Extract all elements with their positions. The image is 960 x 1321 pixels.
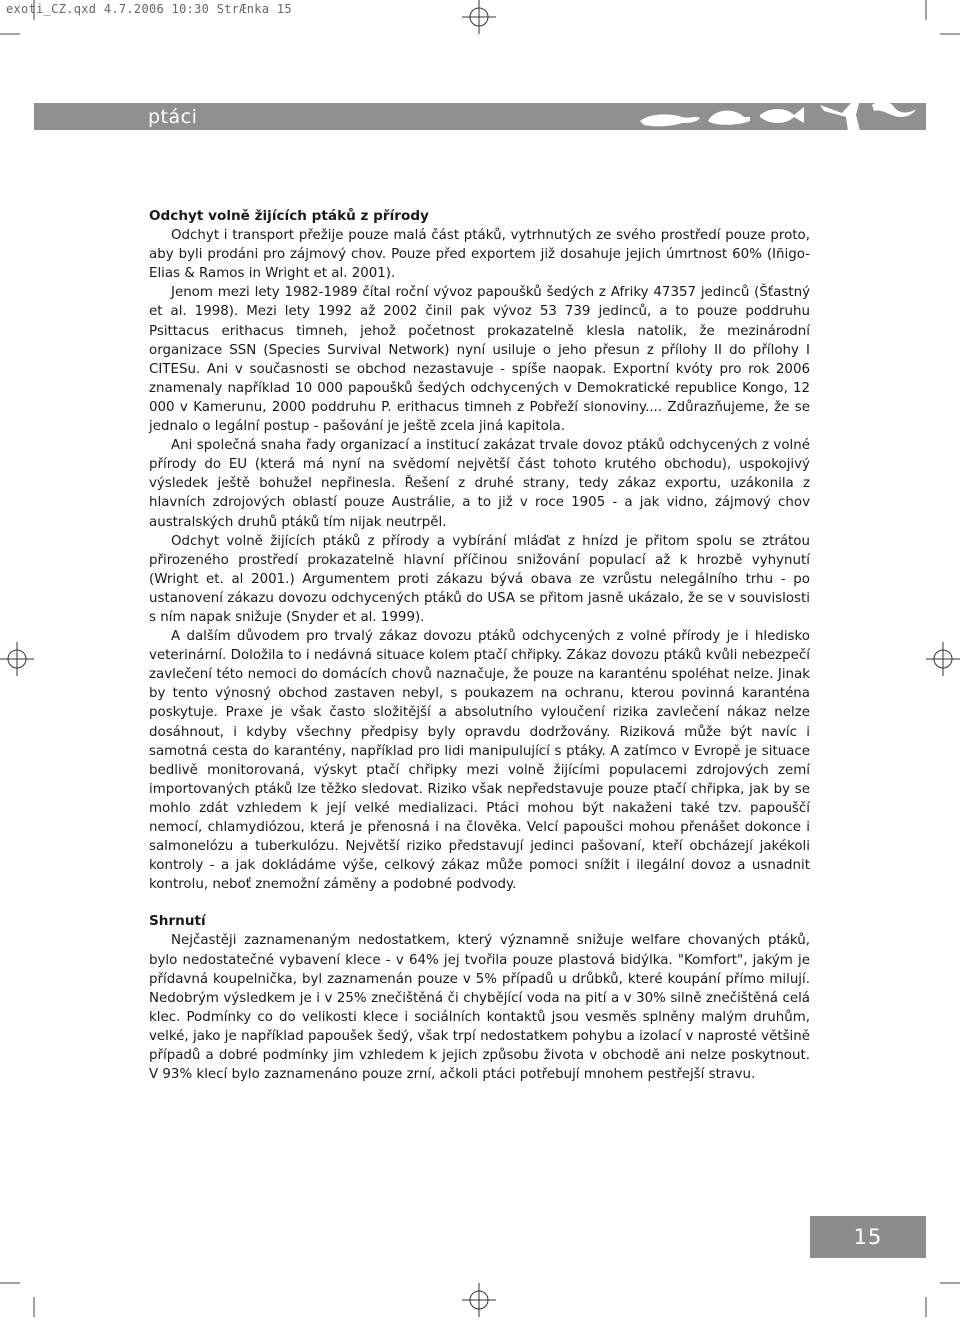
paragraph: Jenom mezi lety 1982-1989 čítal roční vývoz papoušků šedých z Afriky 47357 jedinců (Šťastný et al. 1998). Mezi lety 1992 až 2002 činil pak vývoz 53 739 jedinců, a to pouze poddruhu Psittacus erithacus timneh, jehož početnost prokazatelně klesla natolik, že mezinárodní organizace SSN (Species Survival Network) nyní usiluje o jeho přesun z přílohy II do přílohy I CITESu. Ani v současnosti se obchod nezastavuje - spíše naopak. Exportní kvóty pro rok 2006 znamenaly například 10 000 papoušků šedých odchycených v Demokratické republice Kongo, 12 000 v Kamerunu, 2000 poddruhu P. erithacus timneh z Pobřeží slonoviny.... Zdůrazňujeme, že se jednalo o legální postup - pašování je ještě zcela jiná kapitola. xyxy=(149,285,810,435)
registration-mark-bottom xyxy=(462,1283,496,1317)
paragraph: Odchyt volně žijících ptáků z přírody a vybírání mláďat z hnízd je přitom spolu se ztrátou přirozeného prostředí prokazatelně hlavní příčinou snižování populací až k hrozbě vyhynutí (Wright et. al 2001.) Argumentem proti zákazu bývá obava ze vzrůstu nelegálního trhu - po ustanovení zákazu dovozu odchycených ptáků do USA se přitom jasně ukázalo, že se v souvislosti s ním napak snižuje (Snyder et al. 1999). xyxy=(149,533,810,625)
registration-mark-top xyxy=(462,0,496,34)
paragraph: Nejčastěji zaznamenaným nedostatkem, který významně snižuje welfare chovaných ptáků, bylo nedostatečné vybavení klece - v 64% jej tvořila pouze plastová bidýlka. "Komfort", jakým je přídavná koupelnička, byl zaznamenán pouze v 5% případů u drůbků, které koupání přímo milují. Nedobrým výsledkem je i v 25% znečištěná či chybějící voda na pití a v 30% silně znečištěná celá klec. Podmínky co do velikosti klece i sociálních kontaktů jsou vesměs splněny malým druhům, velké, jako je například papoušek šedý, však trpí nedostatkem pohybu a izolací v naprosté většině případů a dobré podmínky jim vzhledem k jejich způsobu života v obchodě ani nelze poskytnout. V 93% klecí bylo zaznamenáno pouze zrní, ačkoli ptáci potřebují mnohem pestřejší stravu. xyxy=(149,933,810,1083)
section-title: ptáci xyxy=(148,106,198,128)
paragraph: Odchyt i transport přežije pouze malá část ptáků, vytrhnutých ze svého prostředí pouze proto, aby byli prodáni pro zájmový chov. Pouze před exportem již dosahuje jejich úmrtnost 60% (Iñigo-Elias & Ramos in Wright et al. 2001). xyxy=(149,228,810,282)
paragraph: Ani společná snaha řady organizací a institucí zakázat trvale dovoz ptáků odchycených z volné přírody do EU (která má nyní na svědomí největší část tohoto krutého obchodu), uspokojivý výsledek ještě bohužel nepřinesla. Řešení z druhé strany, tedy zákaz exportu, uzákonila z hlavních zdrojových oblastí pouze Austrálie, a to již v roce 1905 - a jak vidno, zájmový chov australských druhů ptáků tím nijak neutrpěl. xyxy=(149,438,810,530)
section-header-band xyxy=(34,103,926,130)
article-body xyxy=(149,207,810,1084)
registration-mark-right xyxy=(926,642,960,676)
section-heading: Shrnutí xyxy=(149,913,206,930)
paragraph: A dalším důvodem pro trvalý zákaz dovozu ptáků odchycených z volné přírody je i hledisko veterinární. Doložila to i nedávná situace kolem ptačí chřipky. Zákaz dovozu ptáků kvůli nebezpečí zavlečení této nemoci do domácích chovů naznačuje, že pouze na karanténu spoléhat nelze. Jinak by tento výnosný obchod zastaven nebyl, s poukazem na ochranu, kterou povinná karanténa poskytuje. Praxe je však často složitější a absolutního vyloučení rizika zavlečení nákaz nelze dosáhnout, i kdyby všechny předpisy byly opravdu dodržovány. Riziková může být navíc i samotná cesta do karantény, například pro lidi manipulující s ptáky. A zatímco v Evropě je situace bedlivě monitorovaná, výskyt ptačí chřipky mezi volně žijícími populacemi zdrojových zemí importovaných ptáků lze těžko sledovat. Riziko však nepředstavuje pouze ptačí chřipka, jak by se mohlo zdát vzhledem k její velké medializaci. Ptáci mohou být nakaženi také tzv. papouščí nemocí, chlamydiózou, která je přenosná i na člověka. Velcí papoušci mohou přenášet dokonce i salmonelózu a tuberkulózu. Největší riziko představují jedinci pašovaní, kteří obcházejí jakékoli kontroly - a jak dokládáme výše, celkový zákaz může pomoci snížit i ilegální dovoz a usnadnit kontrolu, neboť znemožní záměny a podobné podvody. xyxy=(149,629,810,893)
section-heading: Odchyt volně žijících ptáků z přírody xyxy=(149,208,429,224)
registration-mark-left xyxy=(0,642,34,676)
animal-silhouettes-icon xyxy=(610,85,920,135)
page-number: 15 xyxy=(853,1225,883,1249)
page-number-box xyxy=(810,1216,926,1258)
file-slug: exoti_CZ.qxd 4.7.2006 10:30 StrÆnka 15 xyxy=(6,2,292,16)
